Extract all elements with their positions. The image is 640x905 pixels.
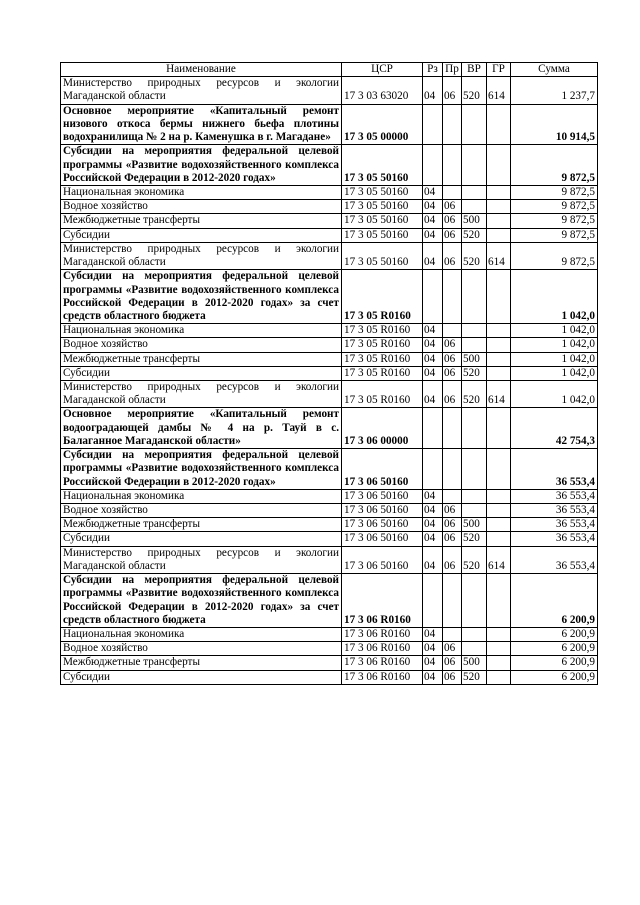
cell-gr: 614: [487, 242, 511, 269]
cell-vr: [462, 200, 487, 214]
cell-csr: 17 3 06 R0160: [342, 642, 423, 656]
header-csr: ЦСР: [342, 63, 423, 77]
cell-pr: [443, 627, 462, 641]
cell-vr: 520: [462, 381, 487, 408]
cell-name: Межбюджетные трансферты: [61, 518, 342, 532]
cell-sum: 42 754,3: [511, 408, 598, 449]
cell-rz: 04: [423, 214, 443, 228]
table-row: [61, 627, 598, 641]
table-row: [61, 242, 598, 269]
cell-pr: 06: [443, 366, 462, 380]
header-row: [61, 63, 598, 77]
cell-name: Министерство природных ресурсов и экологии Магаданской области: [61, 381, 342, 408]
table-row: [61, 532, 598, 546]
table-row: [61, 352, 598, 366]
cell-rz: 04: [423, 185, 443, 199]
cell-name: Субсидии на мероприятия федеральной целевой программы «Развитие водохозяйственного комплекса Российской Федерации в 2012-2020 годах» за счет средств областного бюджета: [61, 574, 342, 628]
cell-csr: 17 3 06 00000: [342, 408, 423, 449]
cell-gr: [487, 200, 511, 214]
cell-sum: 36 553,4: [511, 532, 598, 546]
cell-rz: 04: [423, 242, 443, 269]
cell-pr: 06: [443, 77, 462, 104]
cell-vr: [462, 408, 487, 449]
cell-rz: 04: [423, 381, 443, 408]
cell-name: Министерство природных ресурсов и экологии Магаданской области: [61, 77, 342, 104]
cell-vr: [462, 145, 487, 186]
cell-vr: [462, 104, 487, 145]
table-row: [61, 489, 598, 503]
cell-csr: 17 3 05 50160: [342, 185, 423, 199]
cell-vr: [462, 185, 487, 199]
cell-gr: [487, 489, 511, 503]
cell-vr: [462, 574, 487, 628]
cell-pr: 06: [443, 504, 462, 518]
cell-vr: 500: [462, 352, 487, 366]
cell-name: Министерство природных ресурсов и экологии Магаданской области: [61, 242, 342, 269]
cell-csr: 17 3 06 50160: [342, 489, 423, 503]
cell-csr: 17 3 06 R0160: [342, 627, 423, 641]
table-row: [61, 408, 598, 449]
budget-table: [60, 62, 598, 685]
cell-rz: 04: [423, 338, 443, 352]
table-row: [61, 200, 598, 214]
cell-gr: [487, 185, 511, 199]
cell-sum: 36 553,4: [511, 489, 598, 503]
document-page: [60, 62, 597, 685]
table-row: [61, 642, 598, 656]
cell-vr: 500: [462, 214, 487, 228]
cell-sum: 1 042,0: [511, 381, 598, 408]
cell-gr: [487, 145, 511, 186]
cell-name: Водное хозяйство: [61, 642, 342, 656]
cell-gr: [487, 324, 511, 338]
cell-gr: [487, 449, 511, 490]
cell-sum: 1 042,0: [511, 366, 598, 380]
cell-sum: 36 553,4: [511, 504, 598, 518]
cell-name: Субсидии: [61, 532, 342, 546]
cell-sum: 9 872,5: [511, 200, 598, 214]
cell-name: Водное хозяйство: [61, 338, 342, 352]
cell-csr: 17 3 05 00000: [342, 104, 423, 145]
table-row: [61, 104, 598, 145]
table-row: [61, 270, 598, 324]
cell-name: Субсидии: [61, 228, 342, 242]
cell-rz: 04: [423, 200, 443, 214]
table-row: [61, 546, 598, 573]
cell-sum: 1 042,0: [511, 338, 598, 352]
cell-gr: [487, 104, 511, 145]
cell-name: Основное мероприятие «Капитальный ремонт низового откоса бермы нижнего бьефа плотины водохранилища № 2 на р. Каменушка в г. Магадане»: [61, 104, 342, 145]
cell-sum: 6 200,9: [511, 574, 598, 628]
cell-pr: 06: [443, 546, 462, 573]
cell-sum: 1 237,7: [511, 77, 598, 104]
cell-pr: [443, 145, 462, 186]
cell-pr: [443, 270, 462, 324]
table-row: [61, 574, 598, 628]
cell-pr: [443, 489, 462, 503]
cell-pr: [443, 104, 462, 145]
cell-sum: 9 872,5: [511, 145, 598, 186]
cell-gr: [487, 408, 511, 449]
cell-sum: 36 553,4: [511, 518, 598, 532]
cell-name: Субсидии: [61, 670, 342, 684]
cell-csr: 17 3 05 50160: [342, 214, 423, 228]
cell-vr: 500: [462, 518, 487, 532]
table-row: [61, 504, 598, 518]
cell-gr: [487, 642, 511, 656]
cell-csr: 17 3 06 50160: [342, 504, 423, 518]
cell-pr: 06: [443, 656, 462, 670]
cell-sum: 6 200,9: [511, 670, 598, 684]
cell-rz: [423, 270, 443, 324]
cell-sum: 6 200,9: [511, 642, 598, 656]
cell-pr: 06: [443, 670, 462, 684]
cell-name: Межбюджетные трансферты: [61, 656, 342, 670]
cell-vr: 520: [462, 228, 487, 242]
cell-sum: 10 914,5: [511, 104, 598, 145]
cell-csr: 17 3 06 50160: [342, 532, 423, 546]
cell-gr: [487, 352, 511, 366]
table-row: [61, 338, 598, 352]
cell-rz: [423, 104, 443, 145]
cell-name: Межбюджетные трансферты: [61, 352, 342, 366]
cell-csr: 17 3 05 50160: [342, 228, 423, 242]
cell-vr: [462, 504, 487, 518]
cell-gr: [487, 518, 511, 532]
cell-vr: [462, 642, 487, 656]
cell-csr: 17 3 05 R0160: [342, 366, 423, 380]
cell-vr: [462, 270, 487, 324]
cell-rz: 04: [423, 546, 443, 573]
cell-csr: 17 3 06 R0160: [342, 574, 423, 628]
cell-rz: 04: [423, 504, 443, 518]
cell-name: Водное хозяйство: [61, 504, 342, 518]
cell-sum: 9 872,5: [511, 185, 598, 199]
cell-gr: [487, 574, 511, 628]
cell-vr: 520: [462, 366, 487, 380]
table-row: [61, 518, 598, 532]
cell-csr: 17 3 05 50160: [342, 200, 423, 214]
cell-csr: 17 3 06 50160: [342, 518, 423, 532]
cell-sum: 36 553,4: [511, 449, 598, 490]
cell-vr: [462, 338, 487, 352]
cell-rz: 04: [423, 352, 443, 366]
cell-sum: 1 042,0: [511, 270, 598, 324]
cell-csr: 17 3 06 R0160: [342, 656, 423, 670]
cell-name: Субсидии на мероприятия федеральной целевой программы «Развитие водохозяйственного комплекса Российской Федерации в 2012-2020 годах» за счет средств областного бюджета: [61, 270, 342, 324]
cell-pr: 06: [443, 214, 462, 228]
table-row: [61, 366, 598, 380]
cell-gr: 614: [487, 77, 511, 104]
cell-sum: 1 042,0: [511, 324, 598, 338]
cell-pr: [443, 408, 462, 449]
cell-vr: 520: [462, 546, 487, 573]
cell-name: Национальная экономика: [61, 627, 342, 641]
cell-vr: [462, 489, 487, 503]
cell-csr: 17 3 05 R0160: [342, 338, 423, 352]
cell-sum: 9 872,5: [511, 228, 598, 242]
cell-name: Субсидии на мероприятия федеральной целевой программы «Развитие водохозяйственного комплекса Российской Федерации в 2012-2020 годах»: [61, 145, 342, 186]
table-row: [61, 77, 598, 104]
table-row: [61, 324, 598, 338]
cell-name: Национальная экономика: [61, 324, 342, 338]
cell-vr: [462, 449, 487, 490]
cell-sum: 6 200,9: [511, 627, 598, 641]
cell-sum: 1 042,0: [511, 352, 598, 366]
cell-vr: [462, 324, 487, 338]
cell-vr: 520: [462, 77, 487, 104]
cell-rz: 04: [423, 366, 443, 380]
cell-csr: 17 3 03 63020: [342, 77, 423, 104]
cell-csr: 17 3 06 50160: [342, 546, 423, 573]
cell-rz: 04: [423, 489, 443, 503]
cell-name: Межбюджетные трансферты: [61, 214, 342, 228]
cell-gr: [487, 532, 511, 546]
cell-gr: [487, 228, 511, 242]
cell-rz: 04: [423, 656, 443, 670]
table-row: [61, 381, 598, 408]
cell-csr: 17 3 05 50160: [342, 242, 423, 269]
cell-rz: 04: [423, 627, 443, 641]
cell-pr: 06: [443, 381, 462, 408]
cell-pr: 06: [443, 532, 462, 546]
header-vr: ВР: [462, 63, 487, 77]
header-rz: Рз: [423, 63, 443, 77]
header-gr: ГР: [487, 63, 511, 77]
header-sum: Сумма: [511, 63, 598, 77]
cell-vr: 500: [462, 656, 487, 670]
cell-vr: 520: [462, 670, 487, 684]
cell-csr: 17 3 05 R0160: [342, 270, 423, 324]
cell-gr: [487, 366, 511, 380]
table-row: [61, 185, 598, 199]
cell-pr: 06: [443, 352, 462, 366]
cell-pr: 06: [443, 518, 462, 532]
cell-rz: 04: [423, 532, 443, 546]
table-row: [61, 670, 598, 684]
cell-pr: 06: [443, 242, 462, 269]
cell-vr: 520: [462, 242, 487, 269]
cell-rz: 04: [423, 228, 443, 242]
cell-name: Субсидии на мероприятия федеральной целевой программы «Развитие водохозяйственного комплекса Российской Федерации в 2012-2020 годах»: [61, 449, 342, 490]
cell-gr: [487, 627, 511, 641]
cell-name: Министерство природных ресурсов и экологии Магаданской области: [61, 546, 342, 573]
cell-pr: [443, 324, 462, 338]
cell-csr: 17 3 05 50160: [342, 145, 423, 186]
cell-pr: 06: [443, 228, 462, 242]
cell-csr: 17 3 06 50160: [342, 449, 423, 490]
cell-vr: [462, 627, 487, 641]
header-pr: Пр: [443, 63, 462, 77]
cell-pr: [443, 185, 462, 199]
cell-rz: 04: [423, 518, 443, 532]
table-row: [61, 145, 598, 186]
cell-gr: 614: [487, 546, 511, 573]
cell-gr: [487, 214, 511, 228]
cell-sum: 36 553,4: [511, 546, 598, 573]
cell-gr: [487, 670, 511, 684]
cell-pr: 06: [443, 642, 462, 656]
cell-gr: [487, 656, 511, 670]
cell-sum: 6 200,9: [511, 656, 598, 670]
cell-rz: [423, 449, 443, 490]
cell-name: Национальная экономика: [61, 489, 342, 503]
cell-csr: 17 3 06 R0160: [342, 670, 423, 684]
cell-pr: [443, 574, 462, 628]
cell-csr: 17 3 05 R0160: [342, 324, 423, 338]
cell-gr: 614: [487, 381, 511, 408]
table-row: [61, 449, 598, 490]
cell-name: Национальная экономика: [61, 185, 342, 199]
cell-vr: 520: [462, 532, 487, 546]
cell-rz: 04: [423, 670, 443, 684]
table-row: [61, 214, 598, 228]
cell-pr: [443, 449, 462, 490]
cell-rz: 04: [423, 642, 443, 656]
cell-rz: 04: [423, 77, 443, 104]
cell-sum: 9 872,5: [511, 214, 598, 228]
table-header: [61, 63, 598, 77]
cell-sum: 9 872,5: [511, 242, 598, 269]
cell-csr: 17 3 05 R0160: [342, 381, 423, 408]
header-name: Наименование: [61, 63, 342, 77]
cell-rz: 04: [423, 324, 443, 338]
cell-gr: [487, 338, 511, 352]
cell-rz: [423, 145, 443, 186]
table-row: [61, 656, 598, 670]
cell-gr: [487, 504, 511, 518]
cell-csr: 17 3 05 R0160: [342, 352, 423, 366]
cell-rz: [423, 574, 443, 628]
cell-gr: [487, 270, 511, 324]
cell-name: Субсидии: [61, 366, 342, 380]
cell-pr: 06: [443, 338, 462, 352]
table-row: [61, 228, 598, 242]
table-body: [61, 77, 598, 685]
cell-name: Водное хозяйство: [61, 200, 342, 214]
cell-name: Основное мероприятие «Капитальный ремонт водооградающей дамбы № 4 на р. Тауй в с. Балаганное Магаданской области»: [61, 408, 342, 449]
cell-rz: [423, 408, 443, 449]
cell-pr: 06: [443, 200, 462, 214]
